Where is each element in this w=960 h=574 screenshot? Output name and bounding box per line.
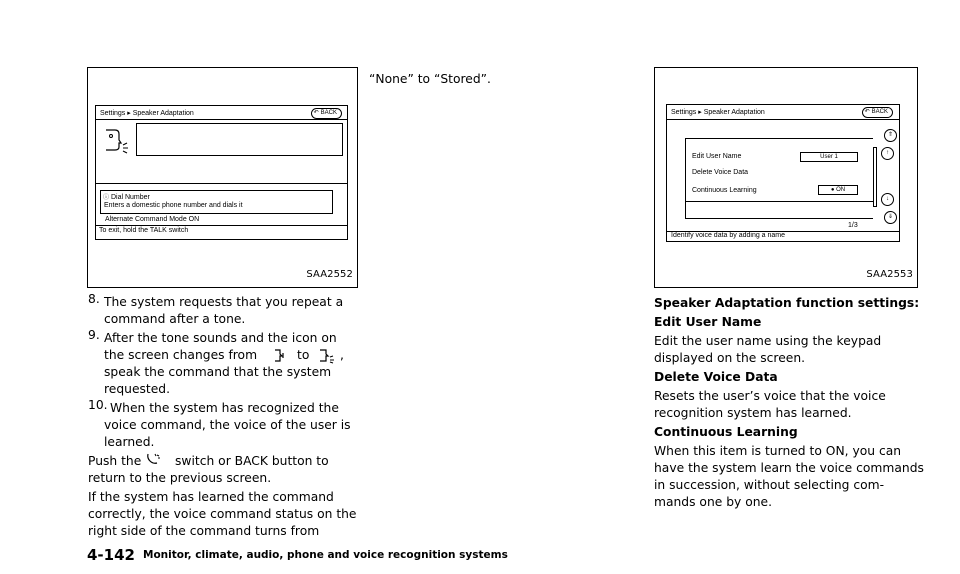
scroll-top-icon: ⇑	[884, 129, 897, 142]
p1-line2: displayed on the screen.	[654, 351, 806, 365]
step9-line3: speak the command that the system	[104, 365, 332, 379]
para-line2: correctly, the voice command status on the	[88, 507, 357, 521]
alt-mode-text: Alternate Command Mode ON	[105, 216, 200, 223]
p3-line4: mands one by one.	[654, 495, 773, 509]
p1-line1: Edit the user name using the keypad	[654, 334, 882, 348]
back-button	[862, 107, 893, 118]
figure-id: SAA2553	[866, 269, 913, 280]
speaker-adaptation-settings-screen	[666, 104, 900, 242]
back-label: BACK	[320, 110, 337, 116]
step8-line1: The system requests that you repeat a	[104, 295, 344, 309]
list-item-label: Delete Voice Data	[692, 169, 749, 176]
step9-line4: requested.	[104, 382, 171, 396]
step9-line2a: the screen changes from	[104, 348, 258, 362]
subheading-delete-voice-data: Delete Voice Data	[654, 370, 778, 384]
scroll-track	[873, 147, 877, 207]
step9-line2b: to	[297, 348, 310, 362]
figure-saa2552	[87, 67, 358, 288]
figure-saa2553	[654, 67, 918, 288]
step10-line2: voice command, the voice of the user is	[104, 418, 351, 432]
continuation-text: “None” to “Stored”.	[369, 72, 491, 86]
speaker-adaptation-screen	[95, 105, 348, 240]
scroll-down-icon: ↓	[881, 193, 894, 206]
scroll-bottom-icon: ⇓	[884, 211, 897, 224]
p3-line2: have the system learn the voice commands	[654, 461, 924, 475]
para-line1: If the system has learned the command	[88, 490, 334, 504]
speaking-face-icon	[103, 128, 129, 154]
page-number: 4-142	[87, 546, 135, 564]
user-name-value: User 1	[800, 152, 858, 162]
screen-breadcrumb: Settings ▸ Speaker Adaptation	[671, 109, 765, 116]
toggle-value: ON	[836, 187, 846, 193]
command-title: Dial Number	[110, 194, 150, 201]
para-line3: right side of the command turns from	[88, 524, 320, 538]
indicator-icon: ●	[830, 187, 835, 193]
back-label: BACK	[871, 109, 888, 115]
p3-line3: in succession, without selecting com-	[654, 478, 885, 492]
back-arrow-icon: ↶	[313, 110, 319, 116]
scroll-up-icon: ↑	[881, 147, 894, 160]
step10-line3: learned.	[104, 435, 155, 449]
settings-list	[685, 138, 873, 219]
p2-line2: recognition system has learned.	[654, 406, 852, 420]
push-line1b: switch or BACK button to	[175, 454, 329, 468]
step-number: 8.	[88, 292, 100, 306]
screen-hint: Identify voice data by adding a name	[671, 232, 786, 239]
subheading-edit-user-name: Edit User Name	[654, 315, 762, 329]
section-heading: Speaker Adaptation function settings:	[654, 296, 920, 310]
figure-id: SAA2552	[306, 269, 353, 280]
push-line2: return to the previous screen.	[88, 471, 272, 485]
footer-section-title: Monitor, climate, audio, phone and voice recognition systems	[143, 549, 508, 561]
screen-breadcrumb: Settings ▸ Speaker Adaptation	[100, 110, 194, 117]
step-number: 9.	[88, 328, 100, 342]
back-button	[311, 108, 342, 119]
page-indicator: 1/3	[848, 222, 858, 229]
list-item-label: Continuous Learning	[692, 187, 757, 194]
talk-switch-icon	[145, 452, 161, 466]
command-description: Enters a domestic phone number and dials it	[104, 202, 243, 209]
step8-line2: command after a tone.	[104, 312, 246, 326]
back-arrow-icon: ↶	[864, 109, 870, 115]
continuous-learning-toggle	[818, 185, 858, 195]
step10-line1: When the system has recognized the	[110, 401, 339, 415]
step9-line1: After the tone sounds and the icon on	[104, 331, 337, 345]
command-box	[100, 190, 333, 214]
p3-line1: When this item is turned to ON, you can	[654, 444, 902, 458]
p2-line1: Resets the user’s voice that the voice	[654, 389, 886, 403]
exit-hint: To exit, hold the TALK switch	[99, 227, 189, 234]
push-line1a: Push the	[88, 454, 142, 468]
list-item-label: Edit User Name	[692, 153, 742, 160]
stored-status-icon: ⓘ	[103, 195, 110, 201]
step-number: 10.	[88, 398, 108, 412]
subheading-continuous-learning: Continuous Learning	[654, 425, 798, 439]
recognition-display-box	[136, 123, 343, 156]
